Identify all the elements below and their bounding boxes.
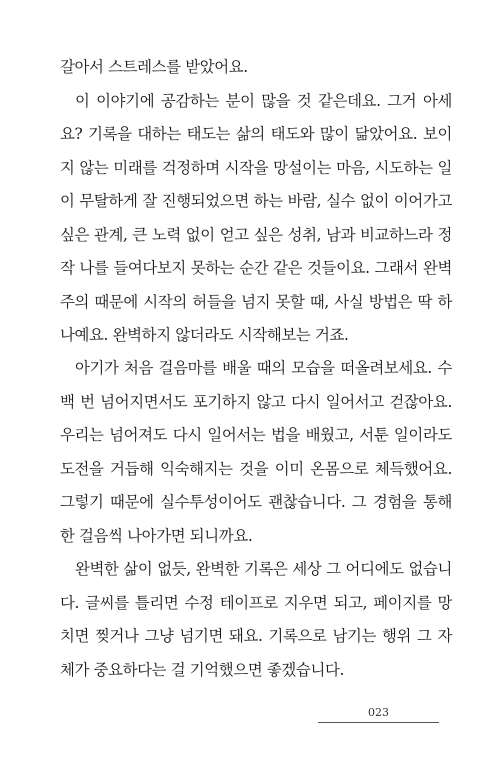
paragraph-baby-steps: 아기가 처음 걸음마를 배울 때의 모습을 떠올려보세요. 수백 번 넘어지면서도 포기하지 않고 다시 일어서고 걷잖아요. 우리는 넘어져도 다시 일어서는 법을 배웠고, 서툰 일이라도 도전을 거듭해 익숙해지는 것을 이미 온몸으로 체득했어요. 그렇기 때문에 실수투성이어도 괜찮습니다. 그 경험을 통해 한 걸음씩 나아가면 되니까요. <box>60 359 452 545</box>
footer-divider <box>318 722 439 723</box>
text-section-top <box>60 51 452 353</box>
page-number: 023 <box>368 706 389 719</box>
paragraph-perfect-record: 완벽한 삶이 없듯, 완벽한 기록은 세상 그 어디에도 없습니다. 글씨를 틀리면 수정 테이프로 지우면 되고, 페이지를 망치면 찢거나 그냥 넘기면 돼요. 기록으로 남기는 행위 그 자체가 중요하다는 걸 기억했으면 좋겠습니다. <box>60 560 452 679</box>
paragraph-continuation: 갈아서 스트레스를 받았어요. <box>60 58 248 76</box>
paragraph-perfectionism: 이 이야기에 공감하는 분이 많을 것 같은데요. 그거 아세요? 기록을 대하는 태도는 삶의 태도와 많이 닮았어요. 보이지 않는 미래를 걱정하며 시작을 망설이는 마음, 시도하는 일이 무탈하게 잘 진행되었으면 하는 바람, 실수 없이 이어가고 싶은 관계, 큰 노력 없이 얻고 싶은 성취, 남과 비교하느라 정작 나를 들여다보지 못하는 순간 같은 것들이요. 그래서 완벽주의 때문에 시작의 허들을 넘지 못할 때, 사실 방법은 딱 하나예요. 완벽하지 않더라도 시작해보는 거죠. <box>60 91 452 344</box>
text-section-bottom <box>60 352 452 687</box>
